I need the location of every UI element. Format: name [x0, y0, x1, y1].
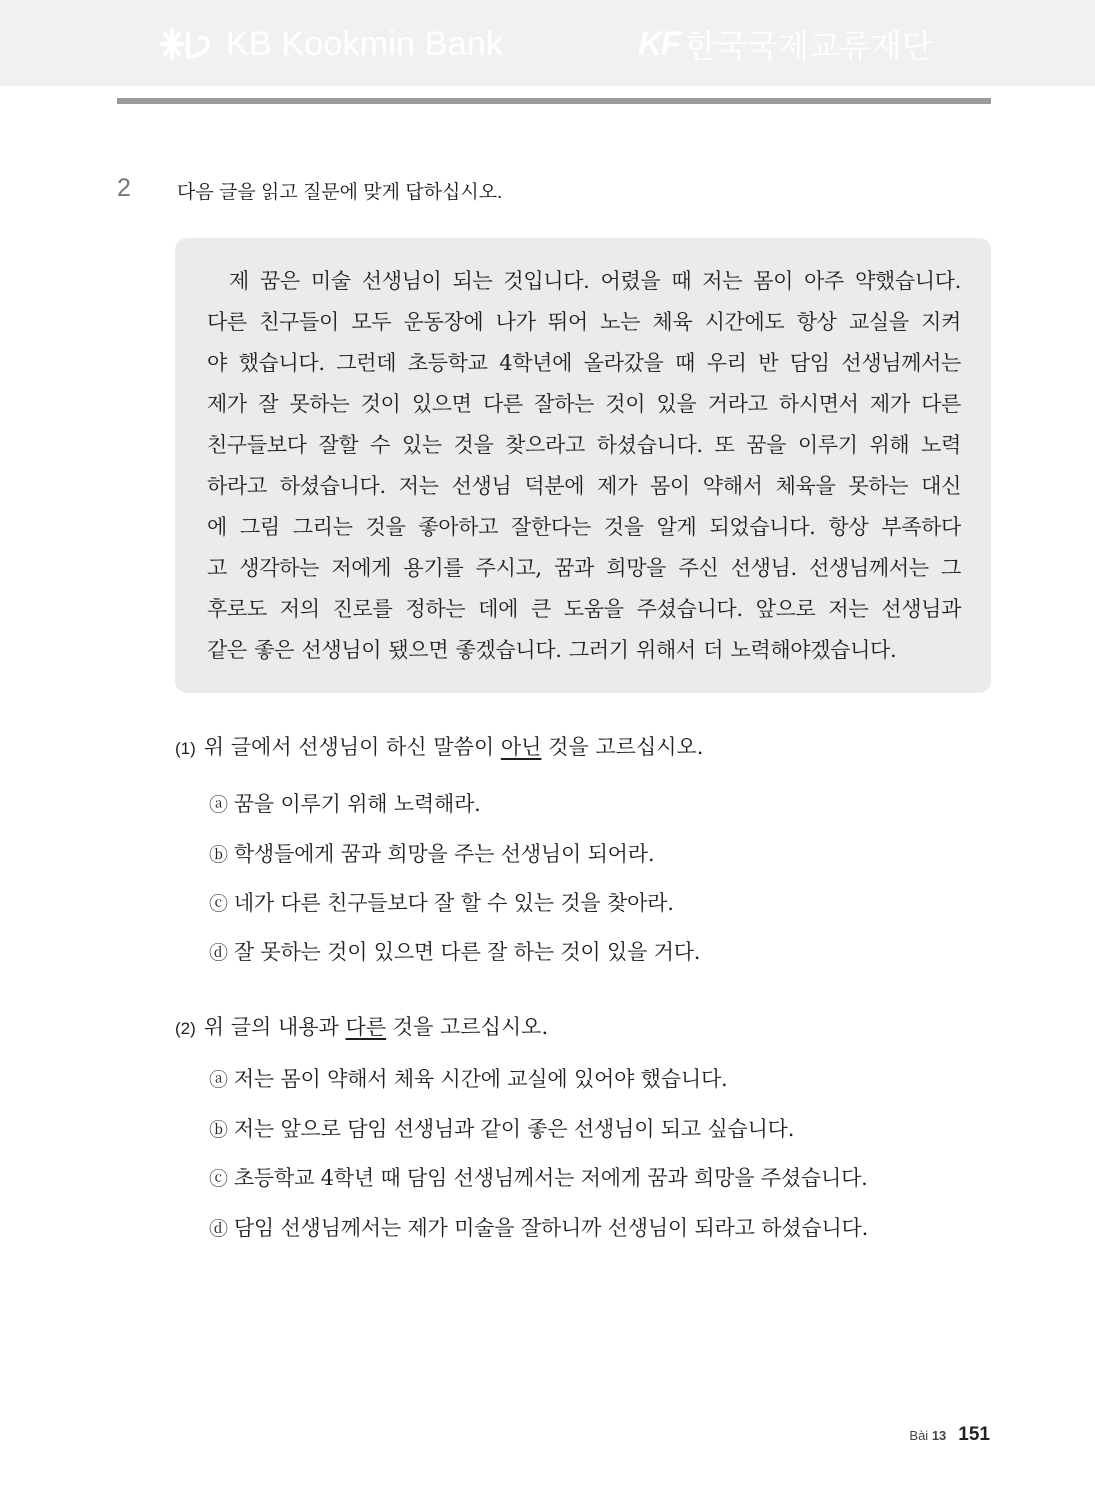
passage-line: 후로도 저의 진로를 정하는 데에 큰 도움을 주셨습니다. 앞으로 저는 선생님과: [207, 597, 961, 621]
lesson-number: 13: [931, 1428, 947, 1443]
passage-line: 에 그림 그리는 것을 좋아하고 잘한다는 것을 알게 되었습니다. 항상 부족하다: [207, 515, 961, 539]
reading-passage: [175, 238, 991, 693]
option-marker: ⓒ: [209, 893, 228, 915]
sub-question-text: 위 글의 내용과: [203, 1015, 346, 1039]
option-marker: ⓑ: [209, 1119, 228, 1141]
lesson-label: [909, 1428, 946, 1443]
option-marker: ⓐ: [209, 1069, 228, 1091]
option-2c[interactable]: [209, 1162, 868, 1192]
question-instruction: 다음 글을 읽고 질문에 맞게 답하십시오.: [177, 182, 503, 203]
option-text: 저는 몸이 약해서 체육 시간에 교실에 있어야 했습니다.: [233, 1067, 728, 1091]
option-marker: ⓓ: [209, 942, 228, 964]
option-marker: ⓒ: [209, 1168, 228, 1190]
passage-line: 하라고 하셨습니다. 저는 선생님 덕분에 제가 몸이 약해서 체육을 못하는 대신: [207, 474, 961, 498]
page-footer: [909, 1424, 990, 1446]
option-1d[interactable]: [209, 936, 700, 966]
option-marker: ⓑ: [209, 844, 228, 866]
kb-logo-text: KB Kookmin Bank: [226, 24, 504, 63]
option-2b[interactable]: [209, 1113, 794, 1143]
option-2d[interactable]: [209, 1212, 868, 1242]
option-text: 잘 못하는 것이 있으면 다른 잘 하는 것이 있을 거다.: [233, 940, 701, 964]
option-text: 학생들에게 꿈과 희망을 주는 선생님이 되어라.: [233, 842, 655, 866]
option-2a[interactable]: [209, 1063, 728, 1093]
sub-question-1: [175, 731, 703, 761]
sub-question-text: 것을 고르십시오.: [541, 735, 704, 759]
underlined-keyword: 아닌: [500, 735, 542, 759]
sub-question-text: 위 글에서 선생님이 하신 말씀이: [203, 735, 501, 759]
option-text: 초등학교 4학년 때 담임 선생님께서는 저에게 꿈과 희망을 주셨습니다.: [233, 1166, 868, 1190]
kf-name: 한국국제교류재단: [685, 28, 933, 64]
option-text: 네가 다른 친구들보다 잘 할 수 있는 것을 찾아라.: [233, 891, 674, 915]
option-text: 저는 앞으로 담임 선생님과 같이 좋은 선생님이 되고 싶습니다.: [233, 1117, 795, 1141]
passage-line: 고 생각하는 저에게 용기를 주시고, 꿈과 희망을 주신 선생님. 선생님께서는 그: [207, 556, 961, 580]
passage-line: 친구들보다 잘할 수 있는 것을 찾으라고 하셨습니다. 또 꿈을 이루기 위해 노력: [207, 433, 961, 457]
option-1c[interactable]: [209, 887, 674, 917]
underlined-keyword: 다른: [345, 1015, 387, 1039]
page-number: 151: [958, 1424, 990, 1445]
passage-line: 제가 잘 못하는 것이 있으면 다른 잘하는 것이 있을 거라고 하시면서 제가 다른: [207, 392, 961, 416]
sub-question-text: 것을 고르십시오.: [386, 1015, 549, 1039]
option-1b[interactable]: [209, 838, 654, 868]
header-divider: [117, 98, 991, 104]
option-1a[interactable]: [209, 788, 481, 818]
kf-foundation-logo: [638, 22, 933, 66]
sub-question-2: [175, 1011, 548, 1041]
kb-kookmin-bank-logo: [160, 22, 503, 66]
option-marker: ⓓ: [209, 1218, 228, 1240]
question-number: 2: [117, 174, 131, 202]
passage-line: 제 꿈은 미술 선생님이 되는 것입니다. 어렸을 때 저는 몸이 아주 약했습니다.: [229, 269, 961, 293]
kf-mark: KF: [638, 24, 680, 63]
sub-question-number: (2): [175, 1019, 196, 1038]
kb-star-icon: [160, 26, 216, 62]
passage-line: 같은 좋은 선생님이 됐으면 좋겠습니다. 그러기 위해서 더 노력해야겠습니다.: [207, 638, 897, 662]
header-band: [0, 0, 1095, 86]
lesson-word: Bài: [909, 1428, 929, 1443]
option-marker: ⓐ: [209, 794, 228, 816]
option-text: 담임 선생님께서는 제가 미술을 잘하니까 선생님이 되라고 하셨습니다.: [233, 1216, 869, 1240]
option-text: 꿈을 이루기 위해 노력해라.: [233, 792, 481, 816]
passage-line: 다른 친구들이 모두 운동장에 나가 뛰어 노는 체육 시간에도 항상 교실을 지켜: [207, 310, 961, 334]
sub-question-number: (1): [175, 739, 196, 758]
passage-line: 야 했습니다. 그런데 초등학교 4학년에 올라갔을 때 우리 반 담임 선생님께서는: [207, 351, 961, 375]
